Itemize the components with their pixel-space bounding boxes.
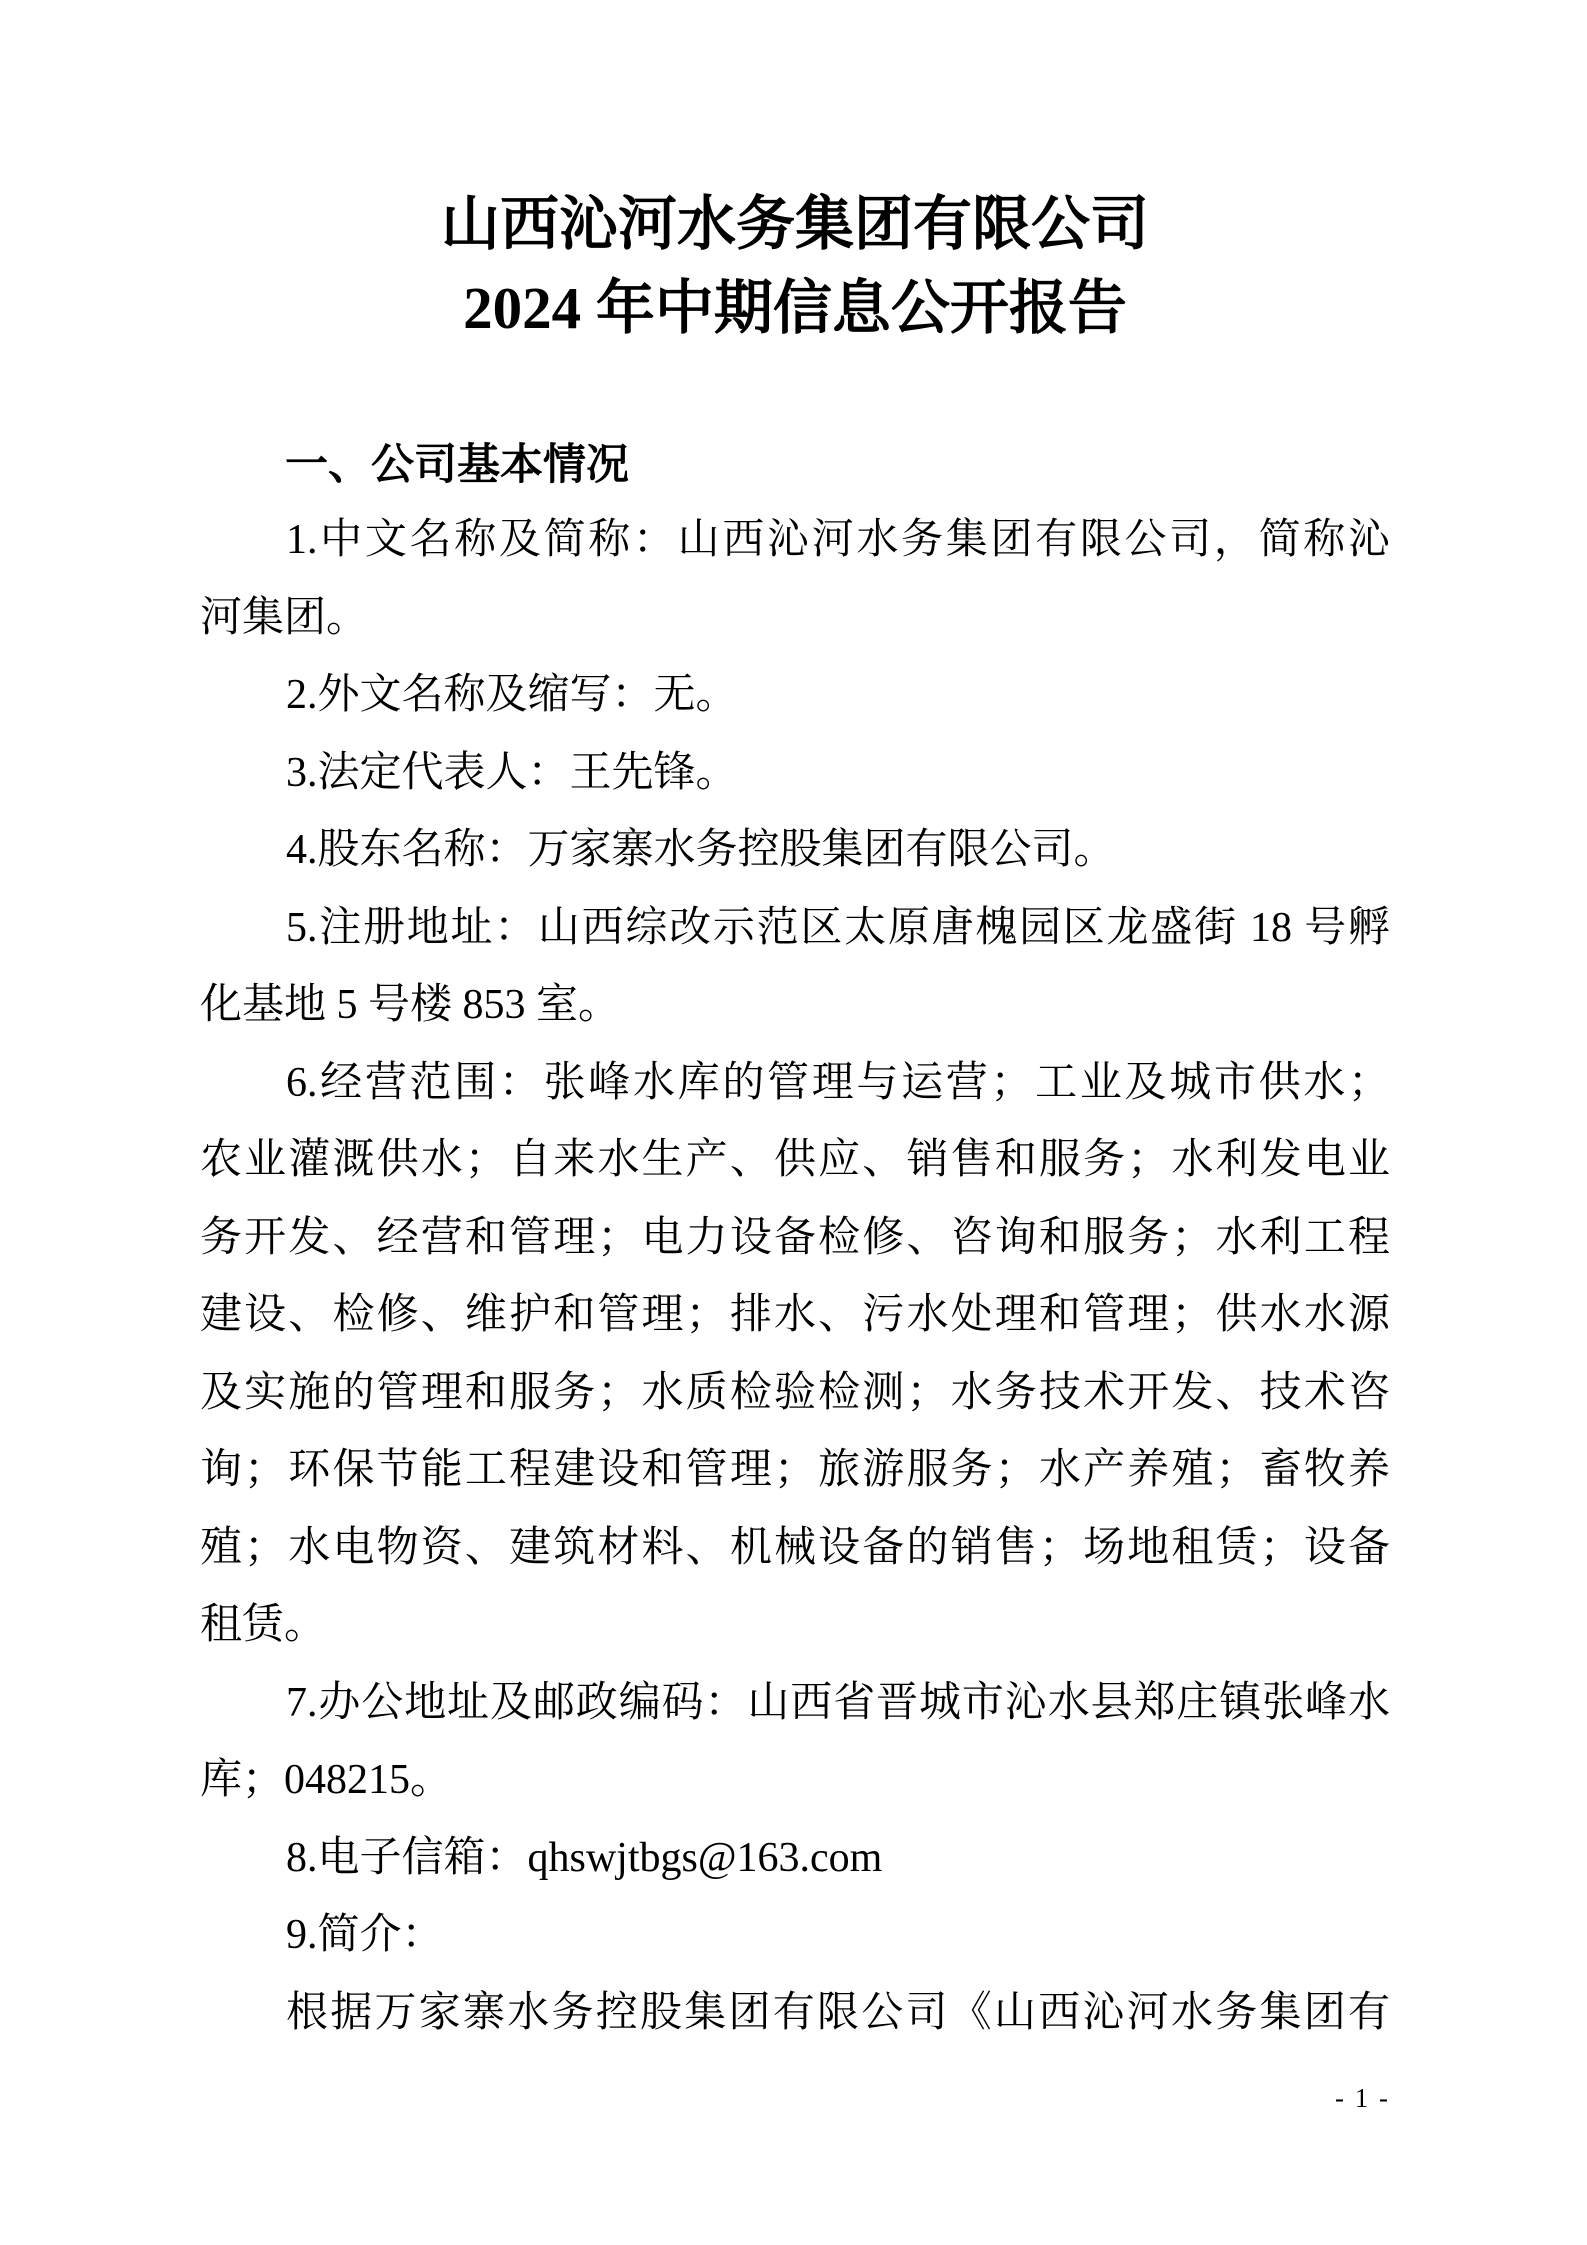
page-number: - 1 - bbox=[1335, 2083, 1390, 2113]
body-line: 殖；水电物资、建筑材料、机械设备的销售；场地租赁；设备 bbox=[200, 1524, 1390, 1571]
body-line: 租赁。 bbox=[200, 1602, 327, 1648]
section-heading: 一、公司基本情况 bbox=[285, 441, 629, 489]
body-line: 8.电子信箱：qhswjtbgs@163.com bbox=[286, 1834, 883, 1881]
body-line: 农业灌溉供水；自来水生产、供应、销售和服务；水利发电业 bbox=[200, 1137, 1390, 1183]
body-line: 7.办公地址及邮政编码：山西省晋城市沁水县郑庄镇张峰水 bbox=[286, 1679, 1390, 1726]
body-line: 及实施的管理和服务；水质检验检测；水务技术开发、技术咨 bbox=[200, 1369, 1390, 1416]
body-line: 化基地 5 号楼 853 室。 bbox=[200, 982, 621, 1028]
document-title-line2: 2024 年中期信息公开报告 bbox=[463, 275, 1127, 341]
body-line: 根据万家寨水务控股集团有限公司《山西沁河水务集团有 bbox=[286, 1989, 1390, 2036]
body-line: 务开发、经营和管理；电力设备检修、咨询和服务；水利工程 bbox=[200, 1214, 1390, 1261]
body-line: 4.股东名称：万家寨水务控股集团有限公司。 bbox=[286, 827, 1116, 873]
body-line: 库；048215。 bbox=[200, 1757, 453, 1803]
document-title-line1: 山西沁河水务集团有限公司 bbox=[440, 191, 1149, 257]
body-line: 9.简介： bbox=[286, 1912, 444, 1958]
body-line: 6.经营范围：张峰水库的管理与运营；工业及城市供水； bbox=[286, 1059, 1390, 1106]
document-body bbox=[200, 502, 1390, 2052]
body-line: 建设、检修、维护和管理；排水、污水处理和管理；供水水源 bbox=[200, 1292, 1390, 1338]
body-line: 1.中文名称及简称：山西沁河水务集团有限公司，简称沁 bbox=[286, 517, 1390, 563]
body-line: 3.法定代表人：王先锋。 bbox=[286, 749, 738, 796]
body-line: 2.外文名称及缩写：无。 bbox=[286, 672, 738, 718]
body-line: 询；环保节能工程建设和管理；旅游服务；水产养殖；畜牧养 bbox=[200, 1447, 1390, 1493]
body-line: 河集团。 bbox=[200, 594, 369, 641]
body-line: 5.注册地址：山西综改示范区太原唐槐园区龙盛街 18 号孵 bbox=[286, 904, 1390, 951]
document-title bbox=[200, 182, 1390, 350]
